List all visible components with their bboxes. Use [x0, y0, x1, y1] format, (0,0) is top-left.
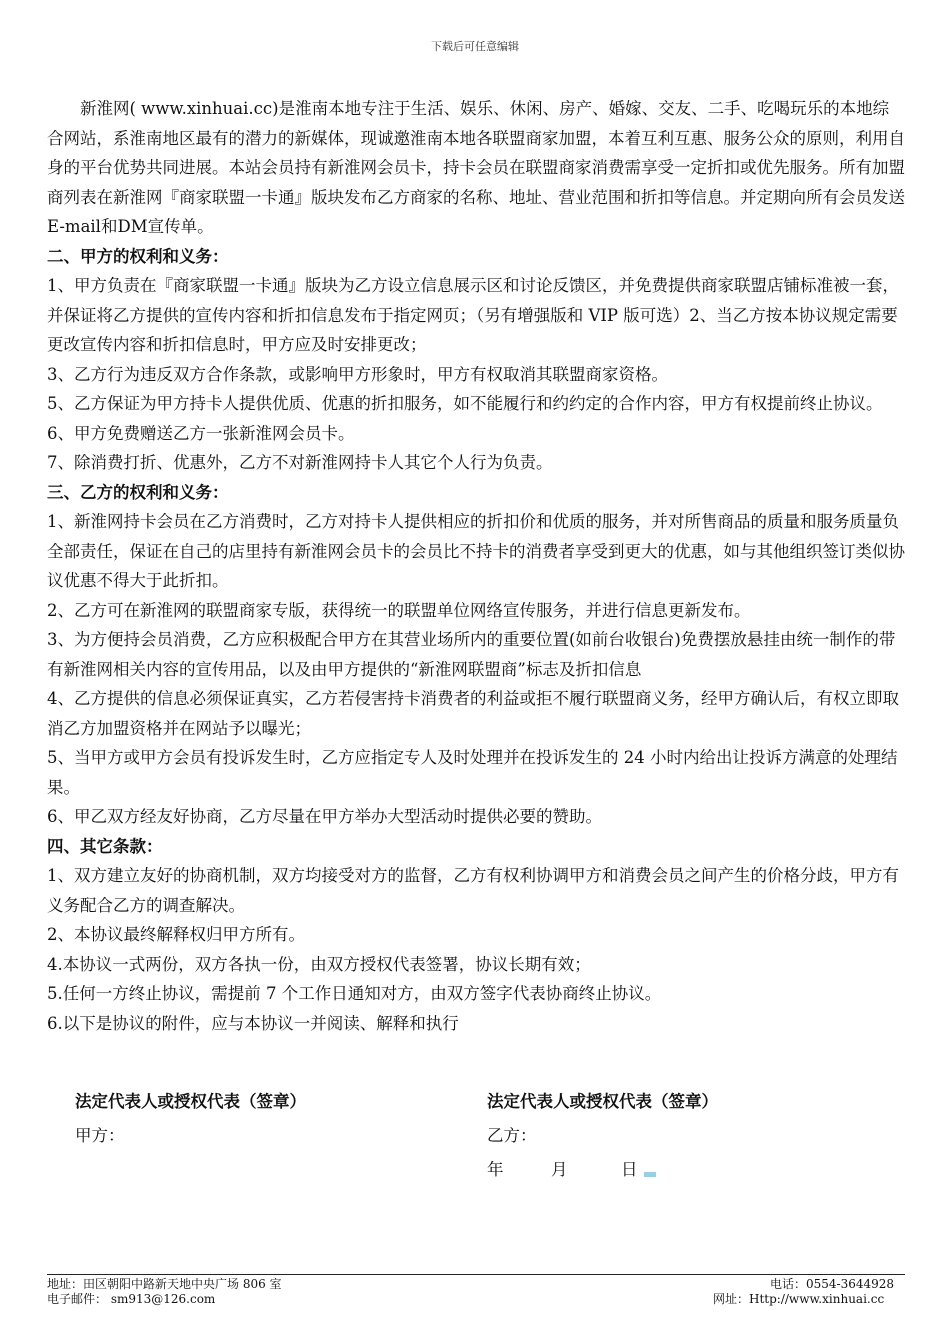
section-title-other: 四、其它条款： [47, 836, 163, 856]
clause: 3、为方便持会员消费，乙方应积极配合甲方在其营业场所内的重要位置(如前台收银台)免费摆放悬挂由统一制作的带有新淮网相关内容的宣传用品，以及由甲方提供的“新淮网联盟商”标志及折扣信息 [47, 630, 896, 679]
party-a-label: 甲方： [75, 1126, 125, 1145]
footer-row [47, 1292, 905, 1307]
date-day-label: 日 [621, 1160, 638, 1179]
signature-title-right: 法定代表人或授权代表（签章） [487, 1092, 718, 1111]
clause: 2、乙方可在新淮网的联盟商家专版，获得统一的联盟单位网络宣传服务，并进行信息更新发布。 [47, 600, 751, 620]
party-b-label: 乙方： [487, 1126, 537, 1145]
signature-date [487, 1158, 718, 1182]
clause: 5、乙方保证为甲方持卡人提供优质、优惠的折扣服务，如不能履行和约约定的合作内容，甲方有权提前终止协议。 [47, 394, 883, 413]
agreement-body [47, 94, 905, 1038]
date-year-label: 年 [487, 1160, 504, 1179]
page-header: 下载后可任意编辑 [431, 40, 519, 53]
footer-website: 网址：Http://www.xinhuai.cc [713, 1292, 885, 1306]
clause: 3、乙方行为违反双方合作条款，或影响甲方形象时，甲方有权取消其联盟商家资格。 [47, 364, 668, 384]
clause: 5、当甲方或甲方会员有投诉发生时，乙方应指定专人及时处理并在投诉发生的 24 小时内给出让投诉方满意的处理结果。 [47, 748, 898, 797]
clause: 2、本协议最终解释权归甲方所有。 [47, 925, 305, 944]
clause: 1、新淮网持卡会员在乙方消费时，乙方对持卡人提供相应的折扣价和优质的服务，并对所售商品的质量和服务质量负全部责任，保证在自己的店里持有新淮网会员卡的会员比不持卡的消费者享受到更大的优惠，如与其他组织签订类似协议优惠不得大于此折扣。 [47, 512, 905, 590]
clause: 7、除消费打折、优惠外，乙方不对新淮网持卡人其它个人行为负责。 [47, 453, 553, 472]
clause: 1、甲方负责在『商家联盟一卡通』版块为乙方设立信息展示区和讨论反馈区，并免费提供商家联盟店铺标准被一套，并保证将乙方提供的宣传内容和折扣信息发布于指定网页；（另有增强版和 VIP 版可选）2、当乙方按本协议规定需要更改宣传内容和折扣信息时，甲方应及时安排更改； [47, 276, 899, 354]
section-title-party-a: 二、甲方的权利和义务： [47, 246, 229, 266]
footer-row [47, 1277, 905, 1292]
page-footer [47, 1274, 905, 1307]
footer-email: 电子邮件： sm913@126.com [47, 1292, 216, 1306]
clause: 6、甲乙双方经友好协商，乙方尽量在甲方举办大型活动时提供必要的赞助。 [47, 807, 602, 826]
clause: 4、乙方提供的信息必须保证真实，乙方若侵害持卡消费者的利益或拒不履行联盟商义务，经甲方确认后，有权立即取消乙方加盟资格并在网站予以曝光； [47, 689, 899, 738]
signature-party-b [487, 1090, 718, 1182]
clause: 1、双方建立友好的协商机制，双方均接受对方的监督，乙方有权利协调甲方和消费会员之间产生的价格分歧，甲方有义务配合乙方的调查解决。 [47, 866, 899, 915]
footer-phone: 电话：0554-3644928 [770, 1277, 895, 1291]
cursor-marker-icon [644, 1172, 656, 1177]
section-title-party-b: 三、乙方的权利和义务： [47, 482, 229, 502]
clause: 6、甲方免费赠送乙方一张新淮网会员卡。 [47, 423, 355, 443]
intro-paragraph: 新淮网( www.xinhuai.cc)是淮南本地专注于生活、娱乐、休闲、房产、婚嫁、交友、二手、吃喝玩乐的本地综合网站，系淮南地区最有的潜力的新媒体，现诚邀淮南本地各联盟商家加盟，本着互利互惠、服务公众的原则，利用自身的平台优势共同进展。本站会员持有新淮网会员卡，持卡会员在联盟商家消费需享受一定折扣或优先服务。所有加盟商列表在新淮网『商家联盟一卡通』版块发布乙方商家的名称、地址、营业范围和折扣等信息。并定期向所有会员发送E-mail和DM宣传单。 [47, 99, 905, 236]
clause: 6.以下是协议的附件，应与本协议一并阅读、解释和执行 [47, 1013, 459, 1033]
clause: 4.本协议一式两份，双方各执一份，由双方授权代表签署，协议长期有效； [47, 954, 591, 974]
date-month-label: 月 [551, 1160, 568, 1179]
clause: 5.任何一方终止协议，需提前 7 个工作日通知对方，由双方签字代表协商终止协议。 [47, 984, 662, 1003]
footer-address: 地址：田区朝阳中路新天地中央广场 806 室 [47, 1277, 282, 1291]
signature-party-a [75, 1090, 306, 1158]
signature-title-left: 法定代表人或授权代表（签章） [75, 1092, 306, 1111]
